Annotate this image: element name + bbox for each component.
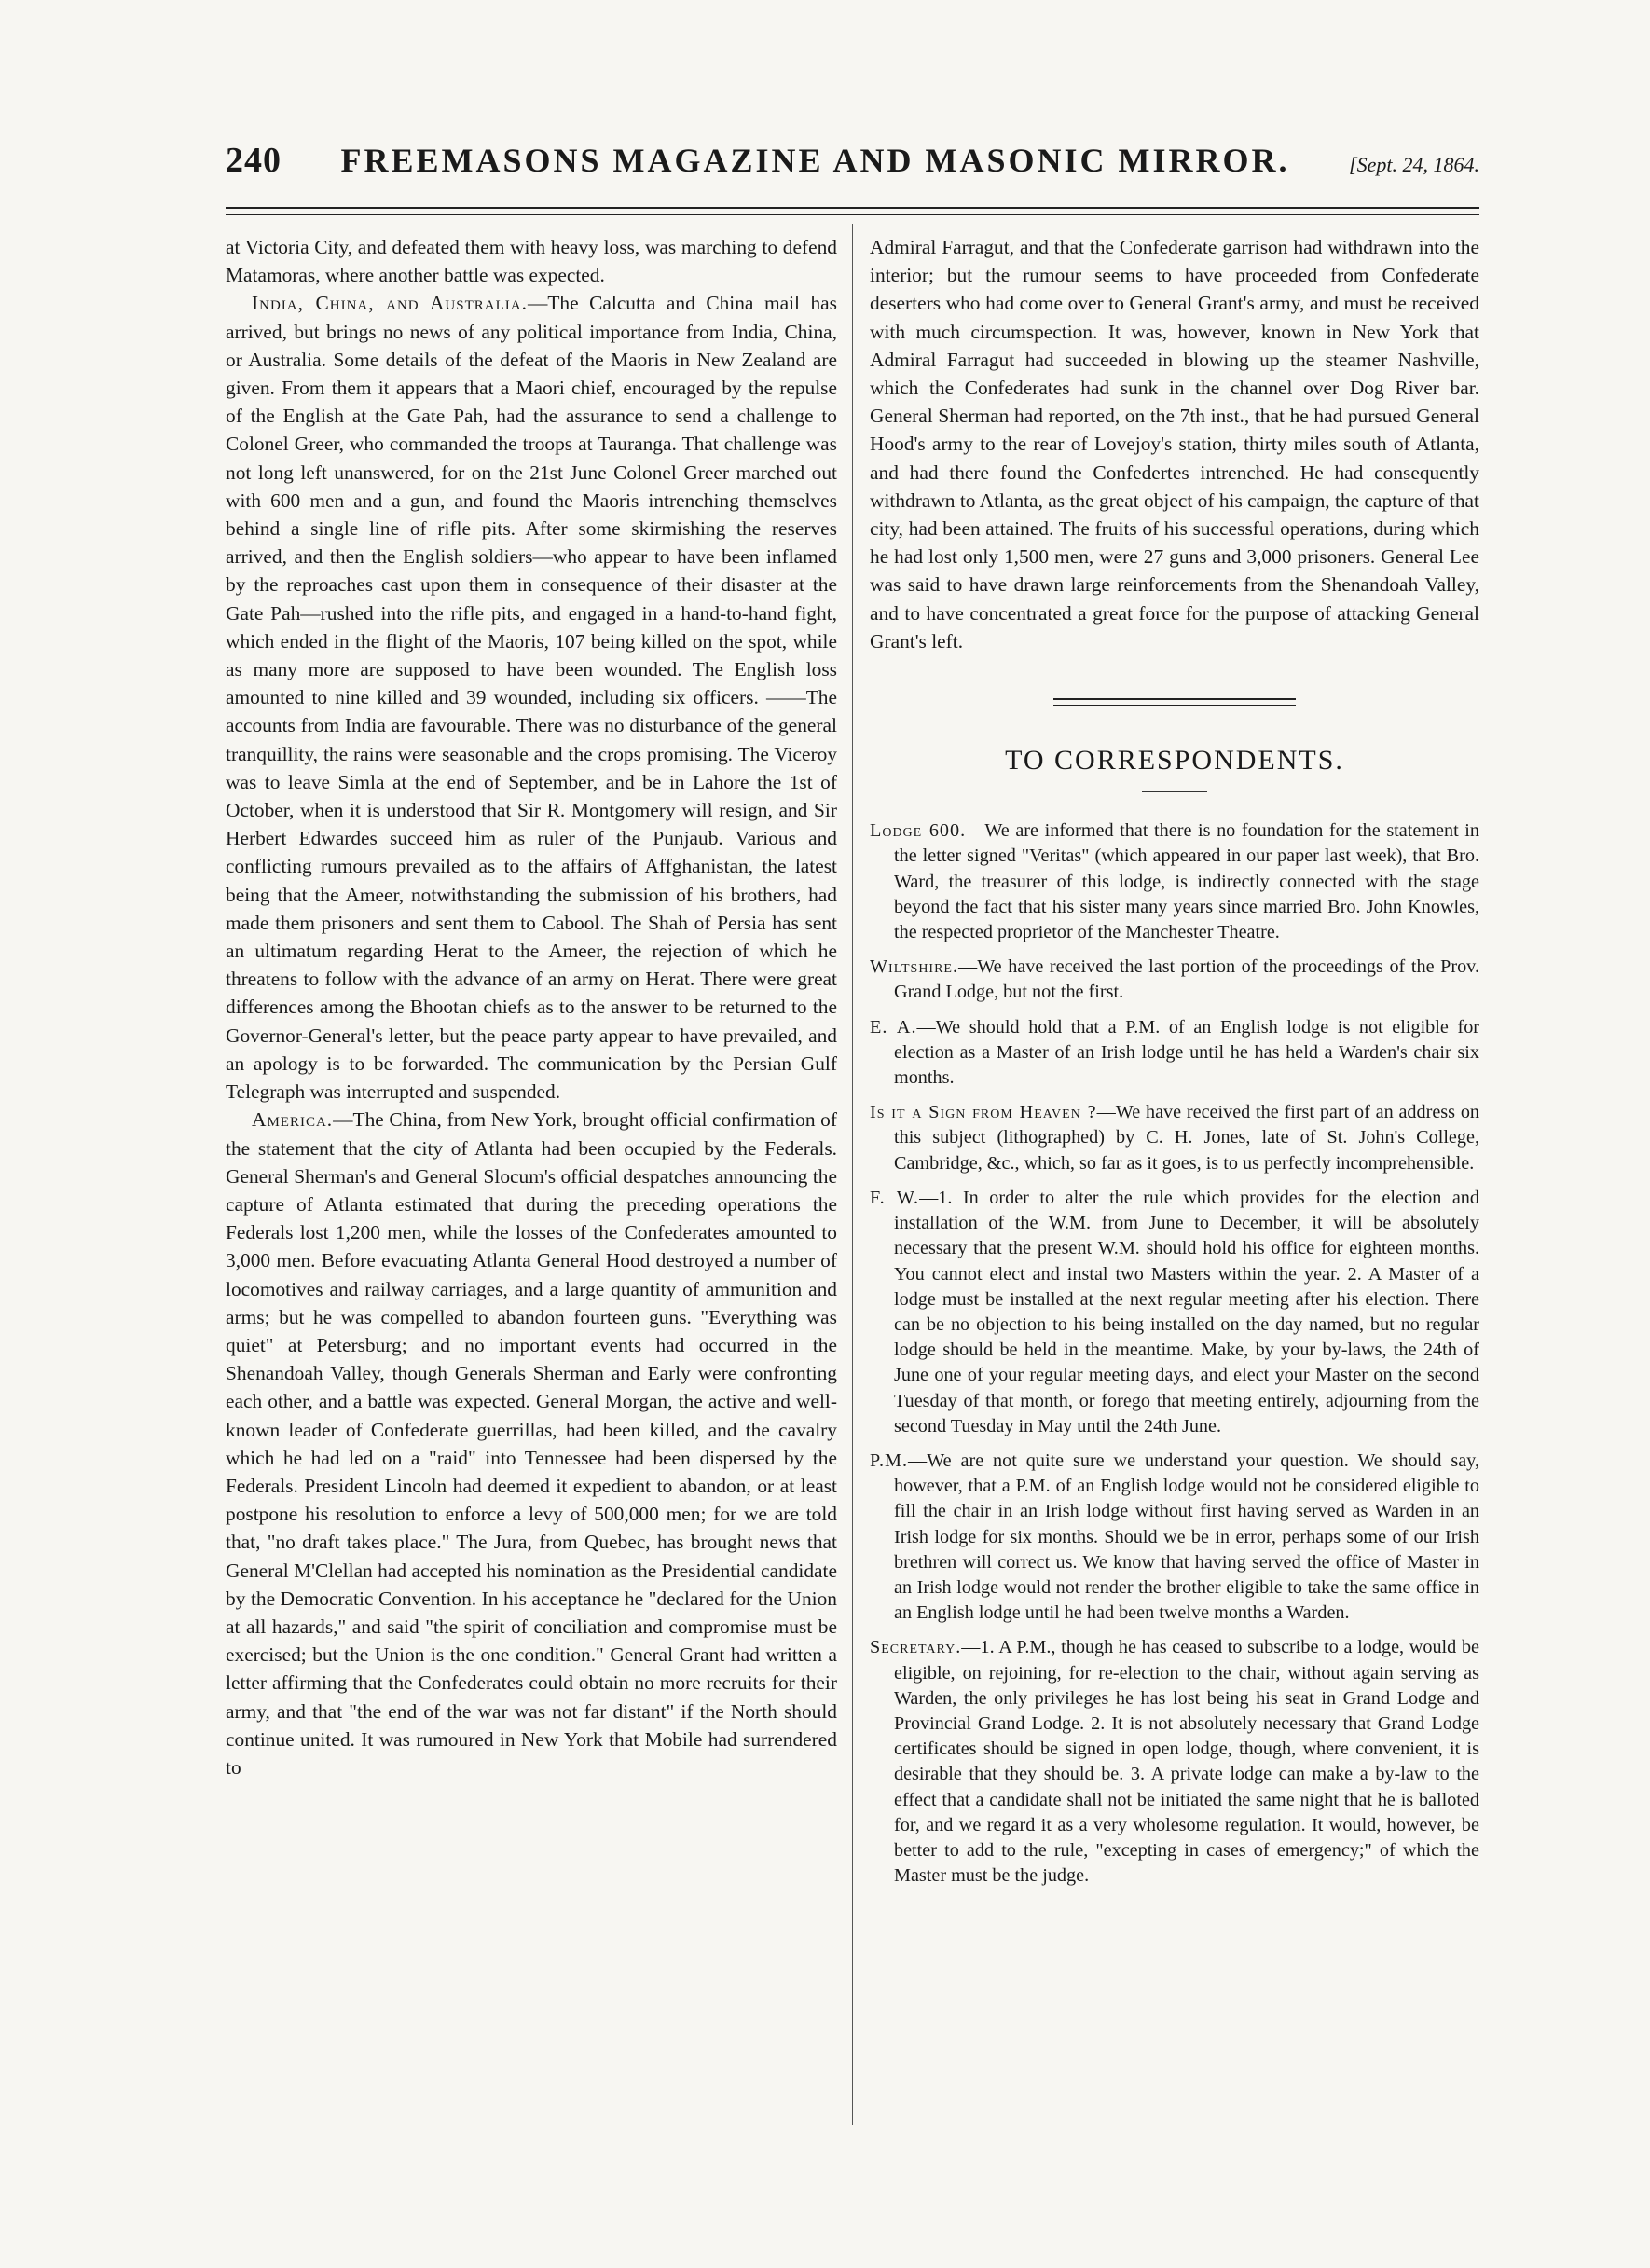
correspondent-entry bbox=[870, 1449, 1479, 1626]
correspondent-entry bbox=[870, 1015, 1479, 1092]
page-header bbox=[226, 140, 1479, 196]
section-lead: India, China, and Australia. bbox=[252, 292, 528, 315]
correspondent-reply: —We have received the last portion of the proceedings of the Prov. Grand Lodge, but not the first. bbox=[894, 956, 1479, 1003]
section-title: TO CORRESPONDENTS. bbox=[1005, 745, 1344, 777]
section-lead: America. bbox=[252, 1108, 334, 1132]
correspondent-entry bbox=[870, 1100, 1479, 1176]
correspondent-name: E. A. bbox=[870, 1016, 917, 1038]
section-divider bbox=[1053, 698, 1296, 706]
article-paragraph bbox=[226, 1106, 837, 1781]
correspondent-reply: —1. A P.M., though he has ceased to subscribe to a lodge, would be eligible, on rejoining, for re-election to the chair, without again serving as Warden, the only privileges he has lost being his seat in Grand Lodge and Provincial Grand Lodge. 2. It is not absolutely necessary that Grand Lodge certificates should be signed in open lodge, though, where convenient, it is desirable that they should be. 3. A private lodge can make a by-law to the effect that a candidate shall not be initiated the same night that he is balloted for, and we regard it as a very wholesome regulation. It would, however, be better to add to the rule, "excepting in cases of emergency;" of which the Master must be the judge. bbox=[894, 1637, 1479, 1887]
correspondent-reply: —We have received the first part of an address on this subject (lithographed) by C. H. Jones, late of St. John's College, Cambridge, &c., which, so far as it goes, is to us perfectly incomprehensible. bbox=[894, 1102, 1480, 1174]
paragraph-text: —The China, from New York, brought official confirmation of the statement that the city of Atlanta had been occupied by the Federals. General Sherman's and General Slocum's official despatches announcing the capture of Atlanta estimated that during the preceding operations the Federals lost 1,200 men, while the losses of the Confederates amounted to 3,000 men. Before evacuating Atlanta General Hood destroyed a number of locomotives and railway carriages, and a large quantity of ammunition and arms; but he was compelled to abandon fourteen guns. "Everything was quiet" at Petersburg; and no important events had occurred in the Shenandoah Valley, though Generals Sherman and Early were confronting each other, and a battle was expected. General Morgan, the active and well-known leader of Confederate guerrillas, had been killed, and the cavalry which he had led on a "raid" into Tennessee had been dispersed by the Federals. President Lincoln had deemed it expedient to abandon, or at least postpone his resolution to enforce a levy of 500,000 men; for we are told that, "no draft takes place." The Jura, from Quebec, has brought news that General M'Clellan had accepted his nomination as the Presidential candidate by the Democratic Convention. In his acceptance he "declared for the Union at all hazards," and said "the spirit of conciliation and compromise must be exercised; but the Union is the one condition." General Grant had written a letter affirming that the Confederates could obtain no more recruits for their army, and that "the end of the war was not far distant" if the North should continue united. It was rumoured in New York that Mobile had surrendered to bbox=[226, 1108, 837, 1779]
correspondent-reply: —We should hold that a P.M. of an English lodge is not eligible for election as a Master of an Irish lodge until he has held a Warden's chair six months. bbox=[894, 1016, 1480, 1089]
header-rule bbox=[226, 207, 1479, 215]
masthead-title: FREEMASONS MAGAZINE AND MASONIC MIRROR. bbox=[340, 142, 1290, 179]
column-divider bbox=[852, 224, 853, 2125]
right-column bbox=[870, 233, 1479, 1898]
page-number: 240 bbox=[226, 141, 282, 180]
left-column bbox=[226, 233, 837, 1781]
short-divider bbox=[1142, 791, 1207, 792]
correspondent-name: Lodge 600. bbox=[870, 820, 967, 842]
correspondent-reply: —1. In order to alter the rule which provides for the election and installation of the W.M. from June to December, it will be absolutely necessary that the present W.M. should hold his office for eighteen months. You cannot elect and instal two Masters within the year. 2. A Master of a lodge must be installed at the next regular meeting after his election. There can be no objection to his being installed on the day named, but no regular lodge should be held in the meantime. Make, by your by-laws, the 24th of June one of your regular meeting days, and elect your Master on the second Tuesday of that month, or forego that meeting entirely, adjourning from the second Tuesday in May until the 24th June. bbox=[894, 1187, 1479, 1436]
correspondent-entry bbox=[870, 1635, 1479, 1889]
correspondent-reply: —We are not quite sure we understand your question. We should say, however, that a P.M. of an English lodge would not be considered eligible to fill the chair in an Irish lodge without first having served as Warden in an Irish lodge for six months. Should we be in error, perhaps some of our Irish brethren will correct us. We know that having served the office of Master in an Irish lodge would not render the brother eligible to take the same office in an English lodge until he had been twelve months a Warden. bbox=[894, 1450, 1479, 1624]
article-paragraph: Admiral Farragut, and that the Confederate garrison had withdrawn into the interior; but the rumour seems to have proceeded from Confederate deserters who had come over to General Grant's army, and must be received with much circumspection. It was, however, known in New York that Admiral Farragut had succeeded in blowing up the steamer Nashville, which the Confederates had sunk in the channel over Dog River bar. General Sherman had reported, on the 7th inst., that he had pursued General Hood's army to the rear of Lovejoy's station, thirty miles south of Atlanta, and had there found the Confedertes intrenched. He had consequently withdrawn to Atlanta, as the great object of his campaign, the capture of that city, had been attained. The fruits of his successful operations, during which he had lost only 1,500 men, were 27 guns and 3,000 prisoners. General Lee was said to have drawn large reinforcements from the Shenandoah Valley, and to have concentrated a great force for the purpose of attacking General Grant's left. bbox=[870, 236, 1479, 653]
correspondent-entry bbox=[870, 818, 1479, 945]
paragraph-text: —The Calcutta and China mail has arrived, but brings no news of any political importance from India, China, or Australia. Some details of the defeat of the Maoris in New Zealand are given. From them it appears that a Maori chief, encouraged by the repulse of the English at the Gate Pah, had the assurance to send a challenge to Colonel Greer, who commanded the troops at Tauranga. That challenge was not long left unanswered, for on the 21st June Colonel Greer marched out with 600 men and a gun, and found the Maoris intrenching themselves behind a single line of rifle pits. After some skirmishing the reserves arrived, and then the English soldiers—who appear to have been inflamed by the reproaches cast upon them in consequence of their disaster at the Gate Pah—rushed into the rifle pits, and engaged in a hand-to-hand fight, which ended in the flight of the Maoris, 107 being killed on the spot, while as many more are supposed to have been wounded. The English loss amounted to nine killed and 39 wounded, including six officers. ——The accounts from India are favourable. There was no disturbance of the general tranquillity, the rains were seasonable and the crops promising. The Viceroy was to leave Simla at the end of September, and be in Lahore the 1st of October, when it is understood that Sir R. Montgomery will resign, and Sir Herbert Edwardes succeed him as ruler of the Punjaub. Various and conflicting rumours prevailed as to the affairs of Affghanistan, the latest being that the Ameer, notwithstanding the submission of his brothers, had made them prisoners and sent them to Cabool. The Shah of Persia has sent an ultimatum regarding Herat to the Ameer, the rejection of which he threatens to follow with the advance of an army on Herat. There were great differences among the Bhootan chiefs as to the answer to be returned to the Governor-General's letter, but the peace party appear to have prevailed, and an apology is to be forwarded. The communication by the Persian Gulf Telegraph was interrupted and suspended. bbox=[226, 292, 837, 1104]
correspondent-name: P.M. bbox=[870, 1450, 909, 1471]
correspondent-name: Is it a Sign from Heaven ? bbox=[870, 1102, 1097, 1123]
issue-date: [Sept. 24, 1864. bbox=[1349, 153, 1479, 176]
correspondent-entry bbox=[870, 955, 1479, 1005]
correspondent-entry bbox=[870, 1186, 1479, 1439]
correspondents-list bbox=[870, 818, 1479, 1889]
correspondent-name: F. W. bbox=[870, 1187, 920, 1208]
correspondent-name: Secretary. bbox=[870, 1637, 962, 1658]
correspondent-name: Wiltshire. bbox=[870, 956, 959, 978]
article-paragraph bbox=[226, 289, 837, 1106]
correspondent-reply: —We are informed that there is no foundation for the statement in the letter signed "Veritas" (which appeared in our paper last week), that Bro. Ward, the treasurer of this lodge, is indirectly connected with the stage beyond the fact that his sister many years since married Bro. John Knowles, the respected proprietor of the Manchester Theatre. bbox=[894, 820, 1479, 943]
article-paragraph: at Victoria City, and defeated them with heavy loss, was marching to defend Matamoras, where another battle was expected. bbox=[226, 236, 837, 287]
